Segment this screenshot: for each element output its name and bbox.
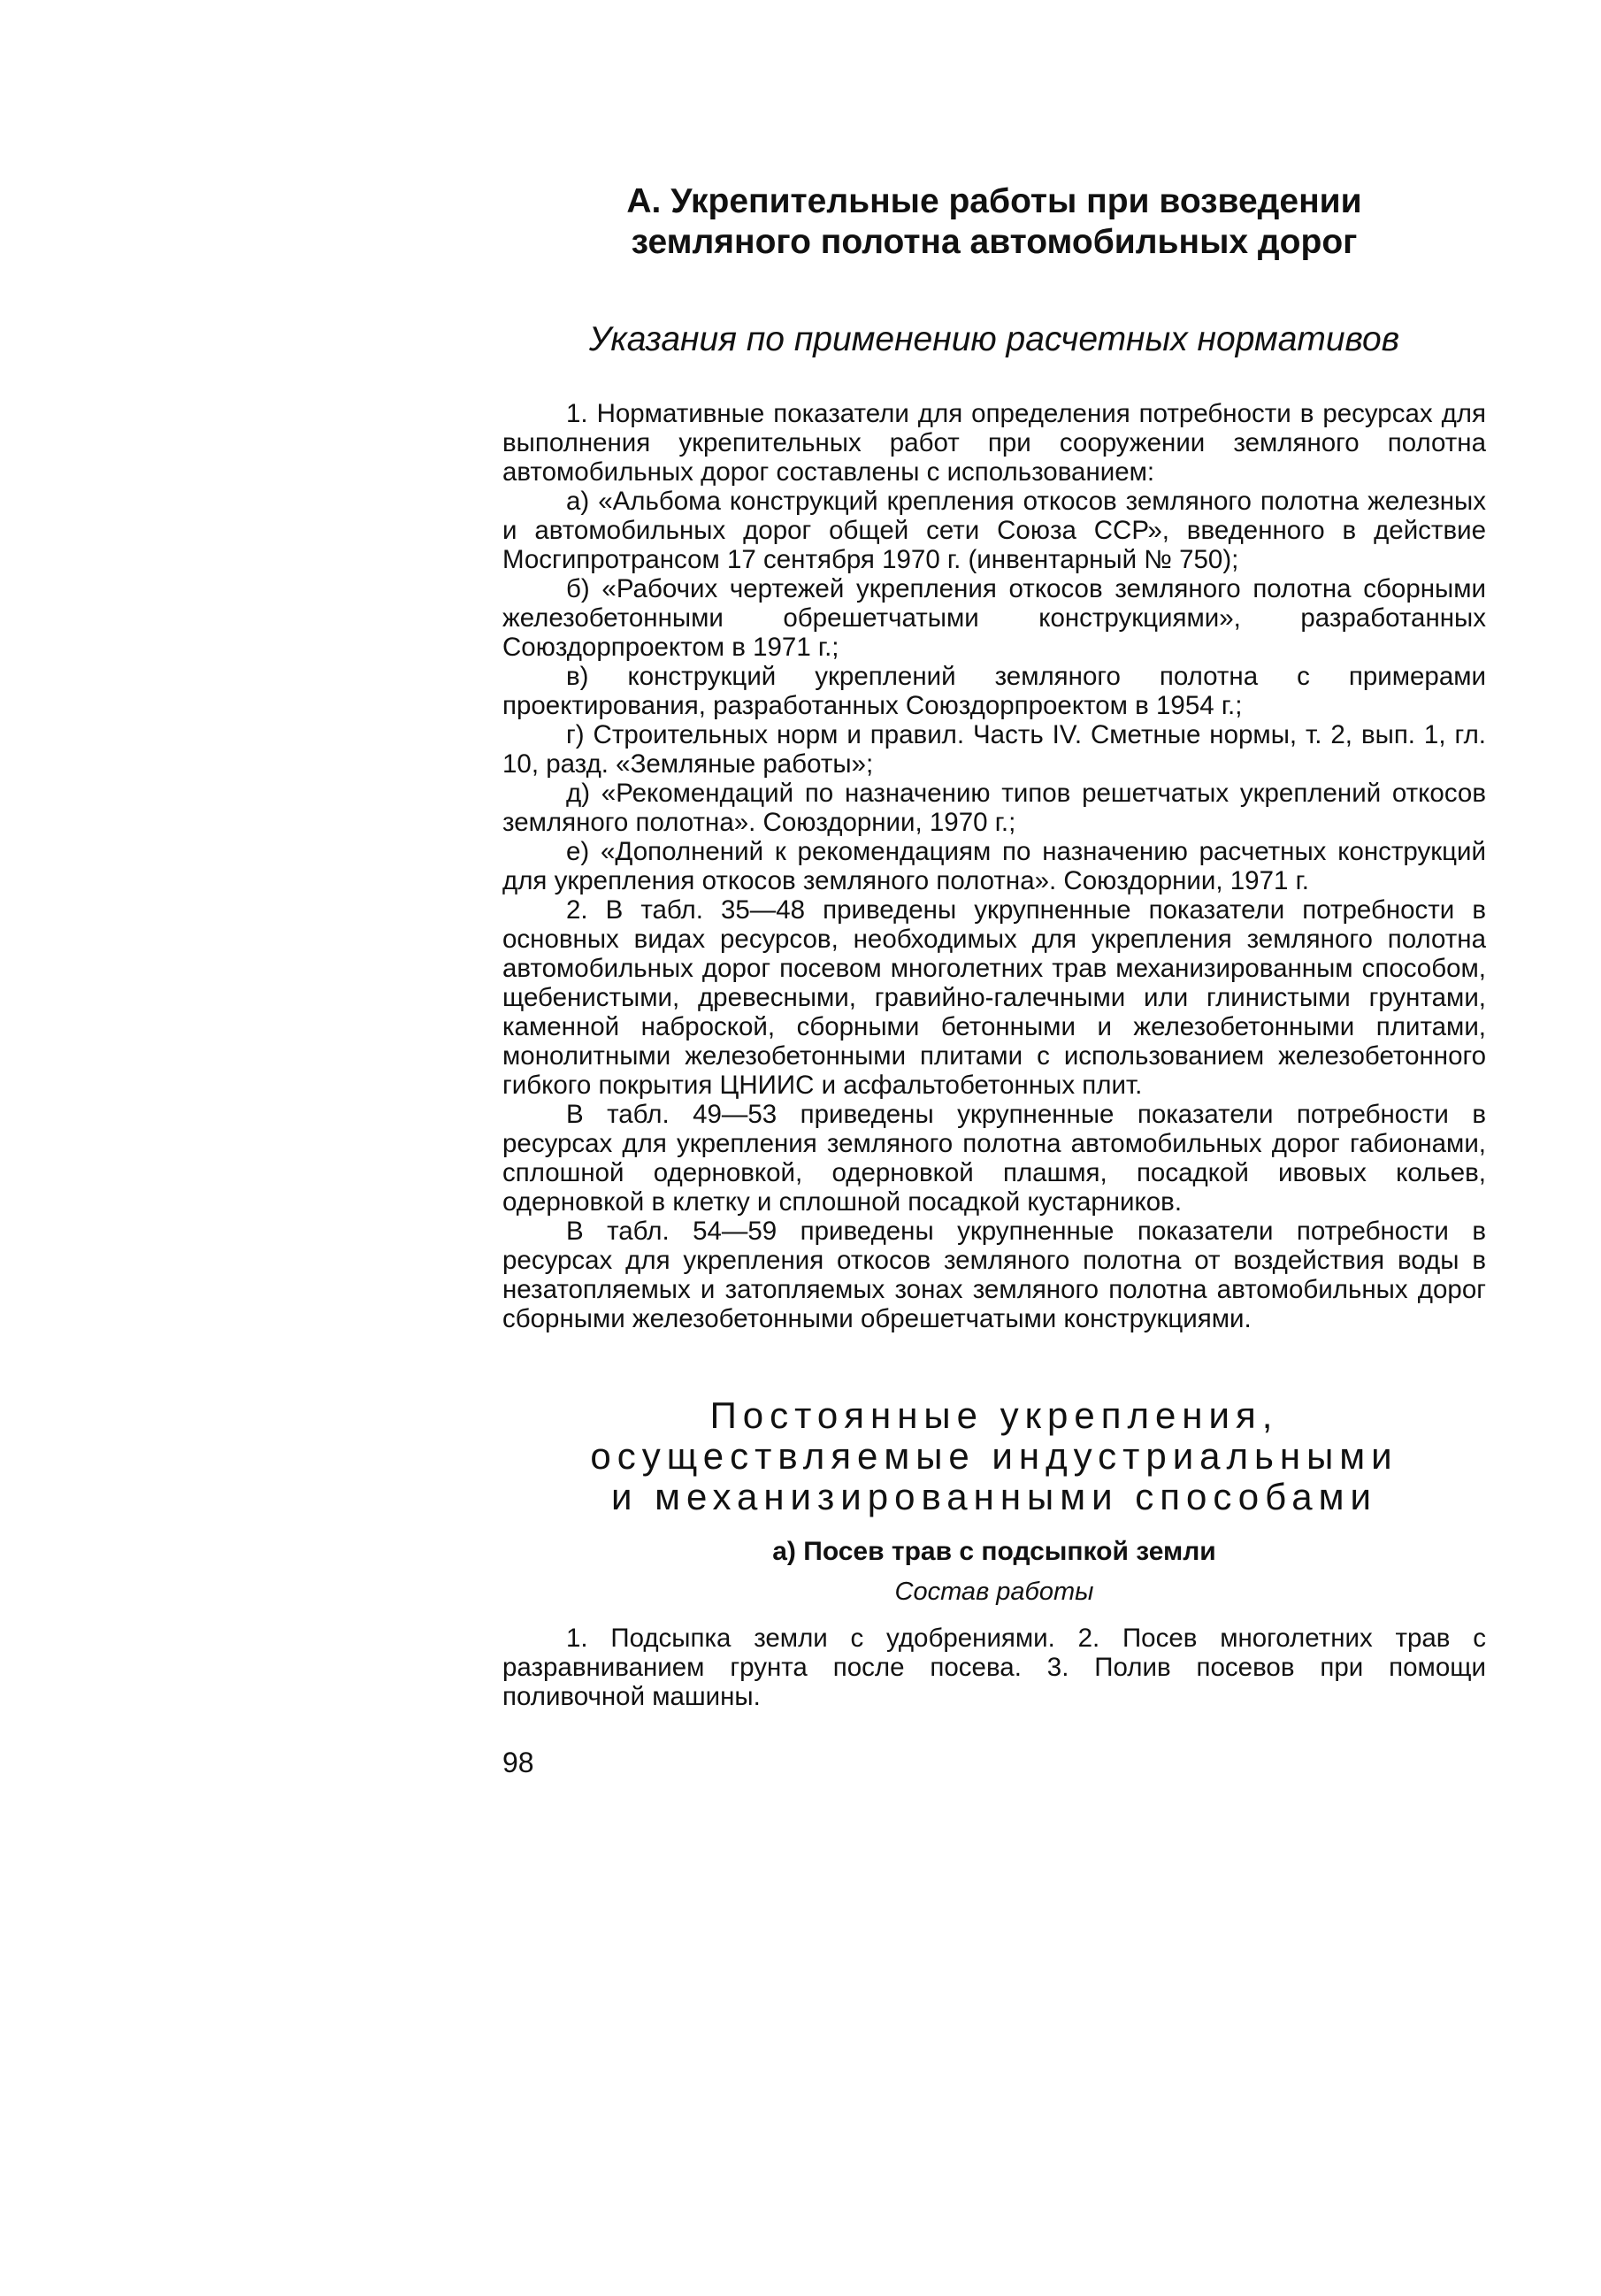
title-line: земляного полотна автомобильных дорог [631,223,1358,261]
paragraph: 2. В табл. 35—48 приведены укрупненные показатели потребности в основных видах ресурсов, необходимых для укрепления земляного полотна автомобильных дорог посевом многолетних трав механизированным способом, щебенистыми, древесными, гравийно-галечными или глинистыми грунтами, каменной наброской, сборными бетонными и железобетонными плитами, монолитными железобетонными плитами с использованием железобетонного гибкого покрытия ЦНИИС и асфальтобетонных плит. [502,895,1486,1100]
paragraph: В табл. 54—59 приведены укрупненные показатели потребности в ресурсах для укрепления откосов земляного полотна от воздействия воды в незатопляемых и затопляемых зонах земляного полотна автомобильных дорог сборными железобетонными обрешетчатыми конструкциями. [502,1217,1486,1333]
section-heading-line: и механизированными способами [611,1476,1377,1517]
body-text [502,399,1486,1333]
document-page [502,181,1486,1779]
paragraph: а) «Альбома конструкций крепления откосов земляного полотна железных и автомобильных дорог общей сети Союза ССР», введенного в действие Мосгипротрансом 17 сентября 1970 г. (инвентарный № 750); [502,487,1486,574]
page-number: 98 [502,1747,534,1778]
paragraph: г) Строительных норм и правил. Часть IV. Сметные нормы, т. 2, вып. 1, гл. 10, разд. «Земляные работы»; [502,720,1486,779]
composition-text: 1. Подсыпка земли с удобрениями. 2. Посев многолетних трав с разравниванием грунта после посева. 3. Полив посевов при помощи поливочной машины. [502,1624,1486,1711]
paragraph: 1. Нормативные показатели для определения потребности в ресурсах для выполнения укрепительных работ при сооружении земляного полотна автомобильных дорог составлены с использованием: [502,399,1486,487]
paragraph: В табл. 49—53 приведены укрупненные показатели потребности в ресурсах для укрепления земляного полотна автомобильных дорог габионами, сплошной одерновкой, одерновкой плашмя, посадкой ивовых кольев, одерновкой в клетку и сплошной посадкой кустарников. [502,1100,1486,1217]
paragraph: д) «Рекомендаций по назначению типов решетчатых укреплений откосов земляного полотна». Союздорнии, 1970 г.; [502,779,1486,837]
section-heading-line: осуществляемые индустриальными [590,1435,1398,1477]
sub-heading: а) Посев трав с подсыпкой земли [772,1537,1216,1566]
section-heading-line: Постоянные укрепления, [709,1394,1279,1436]
paragraph: в) конструкций укреплений земляного полотна с примерами проектирования, разработанных Союздорпроектом в 1954 г.; [502,662,1486,720]
title-line: А. Укрепительные работы при возведении [626,182,1362,220]
section-subtitle: Указания по применению расчетных нормативов [588,320,1400,358]
composition-body [502,1624,1486,1711]
paragraph: б) «Рабочих чертежей укрепления откосов земляного полотна сборными железобетонными обрешетчатыми конструкциями», разработанных Союздорпроектом в 1971 г.; [502,574,1486,662]
document-title [502,181,1486,263]
section-heading [502,1395,1486,1517]
paragraph: е) «Дополнений к рекомендациям по назначению расчетных конструкций для укрепления откосов земляного полотна». Союздорнии, 1971 г. [502,837,1486,895]
composition-label: Состав работы [894,1578,1094,1606]
